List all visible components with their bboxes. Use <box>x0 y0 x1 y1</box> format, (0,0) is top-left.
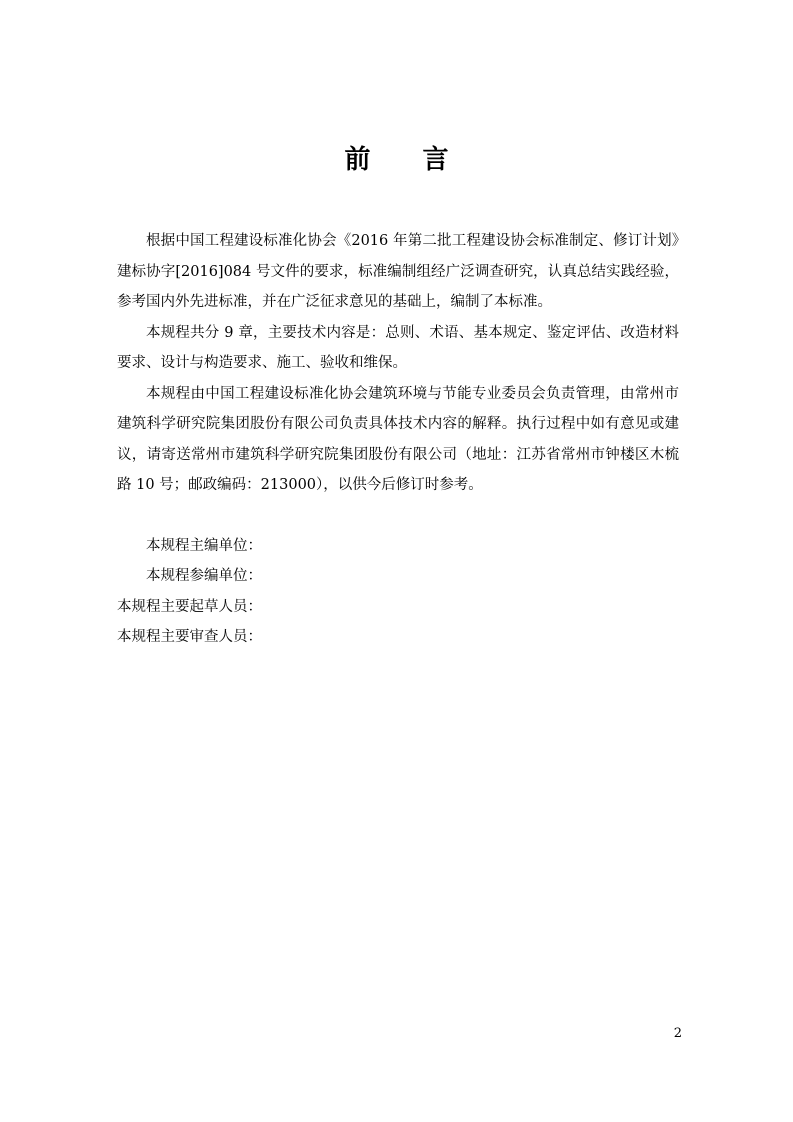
participating-unit-label: 本规程参编单位： <box>146 568 262 584</box>
main-reviewers-label: 本规程主要审查人员： <box>117 629 262 645</box>
paragraph-basis: 根据中国工程建设标准化协会《2016 年第二批工程建设协会标准制定、修订计划》建标协字[2016]084 号文件的要求，标准编制组经广泛调查研究，认真总结实践经验，参考国内外先进标准，并在广泛征求意见的基础上，编制了本标准。 <box>117 233 679 310</box>
main-drafters-label: 本规程主要起草人员： <box>117 598 262 615</box>
page-title <box>0 143 793 177</box>
title-char-first: 前 <box>344 145 371 175</box>
paragraph-management: 本规程由中国工程建设标准化协会建筑环境与节能专业委员会负责管理，由常州市建筑科学研究院集团股份有限公司负责具体技术内容的解释。执行过程中如有意见或建议，请寄送常州市建筑科学研究院集团股份有限公司（地址：江苏省常州市钟楼区木梳路 10 号；邮政编码：213000），以供今后修订时参考。 <box>117 385 679 493</box>
paragraph-contents: 本规程共分 9 章，主要技术内容是：总则、术语、基本规定、鉴定评估、改造材料要求、设计与构造要求、施工、验收和维保。 <box>117 324 679 371</box>
chief-editor-unit-label: 本规程主编单位： <box>146 537 262 554</box>
title-char-second: 言 <box>422 145 449 175</box>
preface-body <box>117 226 679 653</box>
section-spacer <box>117 501 679 531</box>
page-number: 2 <box>673 1026 682 1041</box>
